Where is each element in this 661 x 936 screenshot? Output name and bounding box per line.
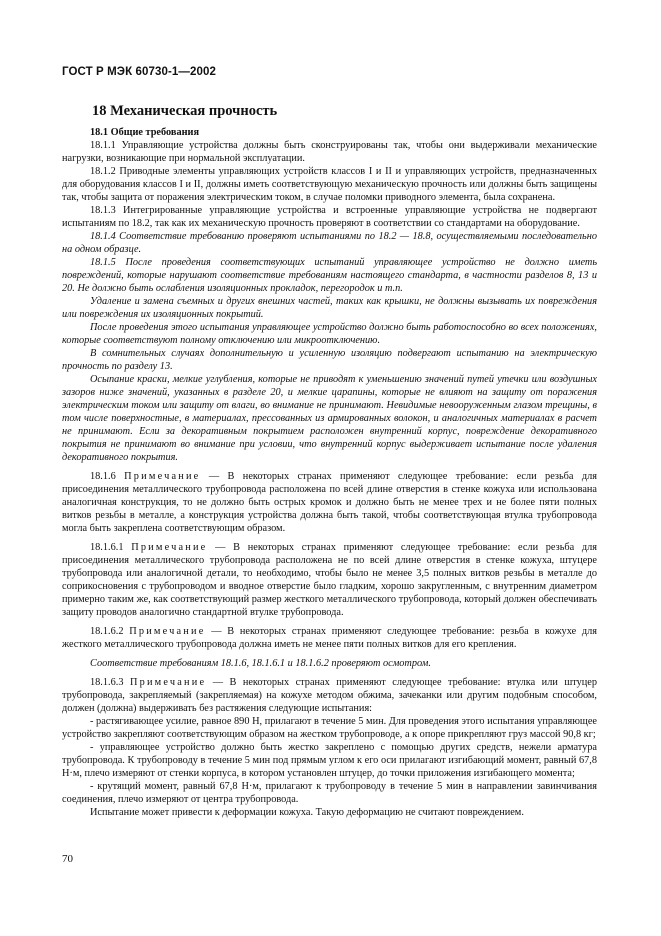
- note-label: Примечание: [129, 677, 207, 688]
- subsection-title: 18.1 Общие требования: [90, 127, 200, 138]
- paragraph-after-test: После проведения этого испытания управляющее устройство должно быть работоспособно во всех положениях, которые соответствуют полному отключению или микроотключению.: [62, 322, 597, 346]
- paragraph-18-1-2: 18.1.2 Приводные элементы управляющих устройств классов I и II и управляющих устройств, предназначенных для оборудования классов I и II, должны иметь соответствующую механическую прочность или должны быть защищены так, чтобы защита от поражения электрическим током, в случае поломки приводного элемента, была сохранена.: [62, 166, 597, 203]
- note-text: — В некоторых странах применяют следующее требование: втулка или штуцер трубопровода, закрепляемый (закрепляемая) на кожухе методом обжима, зачеканки или другим подобным способом, должен (должна) выдерживать без растяжения следующие испытания:: [62, 677, 597, 714]
- paragraph-paint-chipping: Осыпание краски, мелкие углубления, которые не приводят к уменьшению значений путей утечки или воздушных зазоров ниже значений, указанных в разделе 20, и мелкие царапины, которые не влияют на защиту от поражения электрическим током или защиту от влаги, во внимание не принимают. Невидимые невооруженным глазом трещины, в том числе поверхностные, в материалах, прессованных из армированных волокон, и аналогичных материалах в расчет не принимают. Если за декоративным покрытием расположен внутренний корпус, повреждение декоративного покрытия не принимают во внимание при условии, что внутренний корпус выдерживает испытание после удаления декоративного покрытия.: [62, 374, 597, 463]
- note-18-1-6: [62, 470, 597, 535]
- section-title: 18 Механическая прочность: [92, 103, 278, 119]
- list-item-torque: - крутящий момент, равный 67,8 Н·м, прилагают к трубопроводу в течение 5 мин в направлении завинчивания соединения, плечо измеряют от центра трубопровода.: [62, 781, 597, 805]
- note-number: 18.1.6.2: [90, 626, 124, 637]
- note-18-1-6-1: [62, 541, 597, 619]
- note-text: — В некоторых странах применяют следующее требование: если резьба для присоединения металлического трубопровода расположена по всей длине отверстия в стенке кожуха или использована аналогичная конструкция, то не должно быть острых кромок и должно быть не менее трех и не более пяти полных витков резьбы в металле, а конструкция устройства должна быть такой, чтобы соответствующая втулка трубопровода могла быть закреплена соответствующим образом.: [62, 471, 597, 534]
- paragraph-removal: Удаление и замена съемных и других внешних частей, таких как крышки, не должны вызывать их повреждения или повреждения их изоляционных покрытий.: [62, 296, 597, 320]
- note-18-1-6-3: [62, 676, 597, 715]
- paragraph-compliance-check: Соответствие требованиям 18.1.6, 18.1.6.1 и 18.1.6.2 проверяют осмотром.: [90, 658, 431, 669]
- paragraph-deformation: Испытание может привести к деформации кожуха. Такую деформацию не считают повреждением.: [90, 807, 524, 818]
- page-number: 70: [62, 853, 73, 865]
- running-header: ГОСТ Р МЭК 60730-1—2002: [62, 66, 216, 78]
- note-label: Примечание: [124, 471, 201, 482]
- paragraph-18-1-5: 18.1.5 После проведения соответствующих испытаний управляющее устройство не должно иметь повреждений, которые нарушают соответствие требованиям настоящего стандарта, в частности разделов 8, 13 и 20. Не должно быть ослабления изоляционных прокладок, перегородок и т.п.: [62, 257, 597, 294]
- note-text: — В некоторых странах применяют следующее требование: если резьба для присоединения металлического трубопровода расположена не по всей длине отверстия в стенке кожуха, штуцере трубопровода или аналогичной детали, то необходимо, чтобы было не менее 3,5 полных витков резьбы в металле до соприкосновения с трубопроводом и вводное отверстие было гладким, хорошо закругленным, с внутренним диаметром примерно таким же, как соответствующий размер жесткого металлического трубопровода, который должен обеспечивать защиту проводов аналогично стандартной втулке трубопровода.: [62, 542, 598, 618]
- note-text: — В некоторых странах применяют следующее требование: резьба в кожухе для жесткого металлического трубопровода должна иметь не менее пяти полных витков для его крепления.: [62, 626, 598, 650]
- list-item-bending: - управляющее устройство должно быть жестко закреплено с помощью других средств, нежели арматура трубопровода. К трубопроводу в течение 5 мин под прямым углом к его оси прилагают изгибающий момент, равный 67,8 Н·м, плечо измеряют от стенки корпуса, в котором установлен штуцер, до точки приложения изгибающего момента;: [62, 742, 597, 779]
- list-item-tensile: - растягивающее усилие, равное 890 Н, прилагают в течение 5 мин. Для проведения этого испытания управляющее устройство закрепляют соответствующим образом на жестком трубопроводе, а к опоре прикрепляют груз массой 90,8 кг;: [62, 716, 597, 740]
- paragraph-18-1-1: 18.1.1 Управляющие устройства должны быть сконструированы так, чтобы они выдерживали механические нагрузки, возникающие при нормальной эксплуатации.: [62, 140, 597, 164]
- note-number: 18.1.6: [90, 471, 116, 482]
- paragraph-18-1-4: 18.1.4 Соответствие требованию проверяют испытаниями по 18.2 — 18.8, осуществляемыми последовательно на одном образце.: [62, 231, 597, 255]
- note-number: 18.1.6.1: [90, 542, 124, 553]
- note-18-1-6-2: [62, 625, 597, 651]
- note-label: Примечание: [131, 542, 208, 553]
- paragraph-doubtful-cases: В сомнительных случаях дополнительную и усиленную изоляцию подвергают испытанию на электрическую прочность по разделу 13.: [62, 348, 597, 372]
- body-text: [62, 126, 597, 819]
- paragraph-18-1-3: 18.1.3 Интегрированные управляющие устройства и встроенные управляющие устройства не подвергают испытаниям по 18.2, так как их механическую прочность проверяют в соответствии со стандартами на оборудование.: [62, 205, 597, 229]
- note-number: 18.1.6.3: [90, 677, 124, 688]
- note-label: Примечание: [129, 626, 206, 637]
